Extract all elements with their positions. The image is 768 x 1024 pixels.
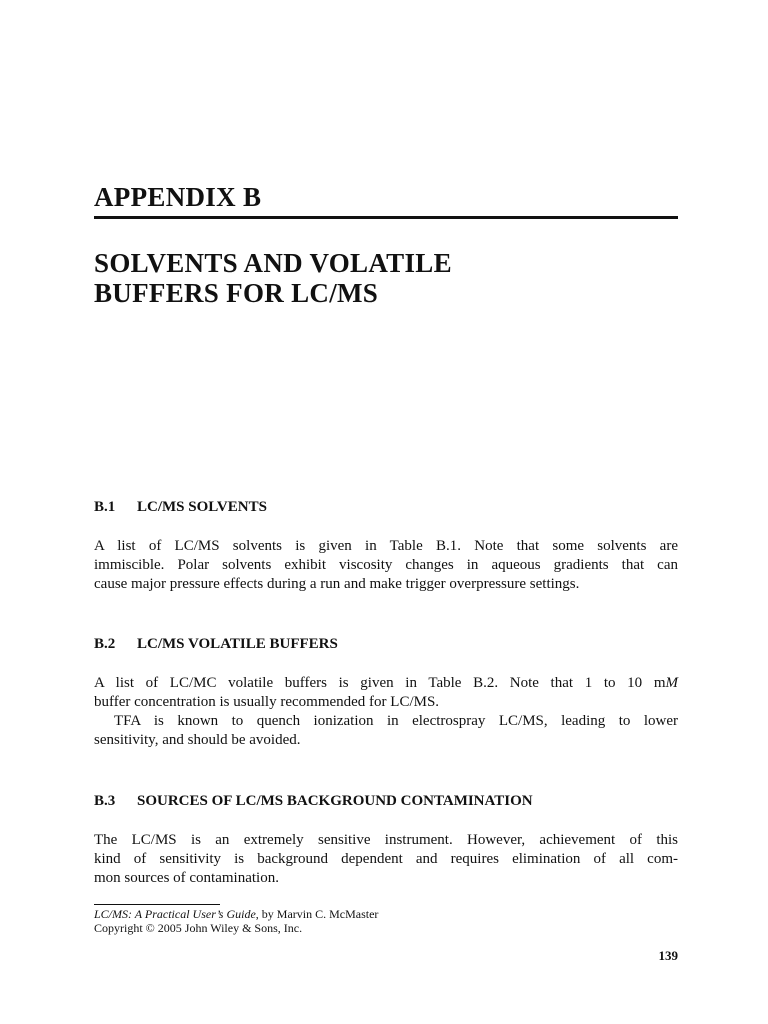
paragraph-b2: [94, 674, 678, 750]
paragraph-line: buffer concentration is usually recommended for LC/MS.: [94, 694, 440, 710]
chapter-title-line-2: BUFFERS FOR LC/MS: [94, 278, 379, 308]
footnote-rule: [94, 904, 220, 905]
paragraph-text: A list of LC/MC volatile buffers is given in Table B.2. Note that 1 to 10 m: [94, 675, 666, 691]
section-heading-b1: [94, 497, 267, 517]
copyright-line: Copyright © 2005 John Wiley & Sons, Inc.: [94, 921, 303, 935]
document-page: [94, 0, 678, 1024]
paragraph-b1: [94, 537, 678, 594]
section-title: SOURCES OF LC/MS BACKGROUND CONTAMINATION: [137, 793, 533, 809]
section-heading-b3: [94, 791, 533, 811]
footnote-citation: [94, 907, 378, 921]
paragraph-line: cause major pressure effects during a run and make trigger overpressure settings.: [94, 576, 580, 592]
paragraph-line: [94, 674, 678, 693]
paragraph-b3: [94, 831, 678, 888]
footnote: [94, 907, 378, 935]
title-rule: [94, 216, 678, 219]
book-title: LC/MS: A Practical User’s Guide: [94, 907, 256, 921]
paragraph-line: The LC/MS is an extremely sensitive instrument. However, achievement of this: [94, 832, 678, 848]
section-title: LC/MS VOLATILE BUFFERS: [137, 636, 338, 652]
paragraph-line: TFA is known to quench ionization in electrospray LC/MS, leading to lower: [114, 713, 678, 729]
paragraph-line: kind of sensitivity is background dependent and requires elimination of all com-: [94, 851, 678, 867]
section-number: B.1: [94, 499, 116, 515]
page-number: 139: [658, 948, 678, 963]
appendix-label: APPENDIX B: [94, 182, 262, 212]
book-byline: , by Marvin C. McMaster: [255, 907, 379, 921]
chapter-title: [94, 248, 678, 308]
section-number: B.3: [94, 793, 116, 809]
paragraph-line: A list of LC/MS solvents is given in Table B.1. Note that some solvents are: [94, 538, 678, 554]
chapter-title-line-1: SOLVENTS AND VOLATILE: [94, 248, 452, 278]
paragraph-line: mon sources of contamination.: [94, 870, 279, 886]
section-number: B.2: [94, 636, 116, 652]
unit-symbol: M: [665, 675, 678, 691]
section-title: LC/MS SOLVENTS: [137, 499, 267, 515]
paragraph-line: sensitivity, and should be avoided.: [94, 732, 301, 748]
section-heading-b2: [94, 634, 338, 654]
paragraph-line: immiscible. Polar solvents exhibit viscosity changes in aqueous gradients that can: [94, 557, 678, 573]
